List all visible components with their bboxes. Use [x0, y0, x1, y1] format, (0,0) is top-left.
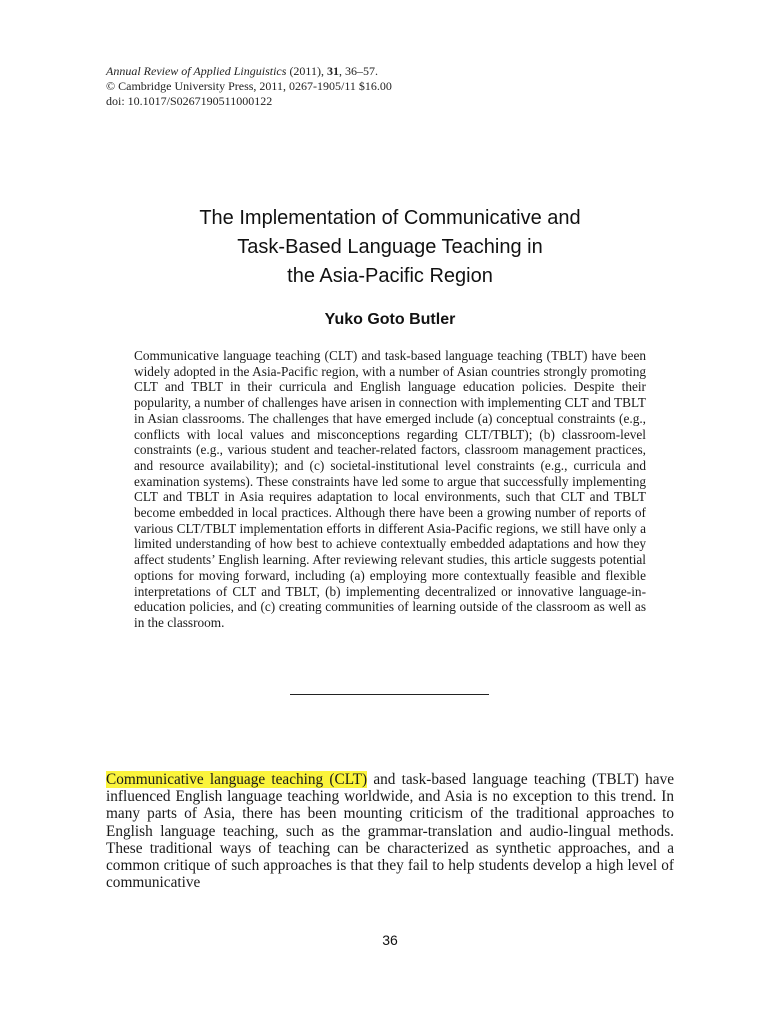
title-line-1: The Implementation of Communicative and — [199, 207, 581, 229]
journal-name: Annual Review of Applied Linguistics — [106, 64, 287, 78]
title-line-2: Task-Based Language Teaching in — [237, 236, 543, 258]
copyright-line: © Cambridge University Press, 2011, 0267-1905/11 $16.00 — [106, 79, 392, 93]
article-title — [100, 204, 680, 291]
section-divider — [290, 694, 489, 695]
abstract-paragraph: Communicative language teaching (CLT) and task-based language teaching (TBLT) have been widely adopted in the Asia-Pacific region, with a number of Asian countries strongly promoting CLT and TBLT in their curricula and English language education policies. Despite their popularity, a number of challenges have arisen in connection with implementing CLT and TBLT in Asian classrooms. The challenges that have emerged include (a) conceptual constraints (e.g., conflicts with local values and misconceptions regarding CLT/TBLT); (b) classroom-level constraints (e.g., various student and teacher-related factors, classroom management practices, and resource availability); and (c) societal-institutional level constraints (e.g., curricula and examination systems). These constraints have led some to argue that successfully implementing CLT and TBLT in Asia requires adaptation to local environments, such that CLT and TBLT become embedded in local practices. Although there have been a growing number of reports of various CLT/TBLT implementation efforts in different Asia-Pacific regions, we still have only a limited understanding of how best to achieve contextually embedded adaptations and how they affect students’ English learning. After reviewing relevant studies, this article suggests potential options for moving forward, including (a) employing more contextually feasible and flexible interpretations of CLT and TBLT, (b) implementing decentralized or innovative language-in-education policies, and (c) creating communities of learning outside of the classroom as well as in the classroom. — [134, 348, 646, 630]
body-text: and task-based language teaching (TBLT) have influenced English language teaching worldwide, and Asia is no exception to this trend. In many parts of Asia, there has been mounting criticism of the traditional approaches to English language teaching, such as the grammar-translation and audio-lingual methods. These traditional ways of teaching can be characterized as synthetic approaches, and a common critique of such approaches is that they fail to help students develop a high level of communicative — [106, 771, 675, 892]
highlighted-text[interactable]: Communicative language teaching (CLT) — [106, 771, 368, 788]
body-paragraph — [106, 771, 674, 891]
journal-citation — [106, 64, 392, 79]
title-line-3: the Asia-Pacific Region — [287, 265, 493, 287]
page-number: 36 — [382, 932, 398, 948]
journal-pages: , 36–57. — [338, 64, 378, 78]
journal-year: (2011), — [286, 64, 327, 78]
doi-line: doi: 10.1017/S0267190511000122 — [106, 94, 273, 108]
citation-header — [106, 64, 392, 109]
author-name: Yuko Goto Butler — [324, 311, 456, 328]
journal-volume: 31 — [326, 64, 339, 78]
